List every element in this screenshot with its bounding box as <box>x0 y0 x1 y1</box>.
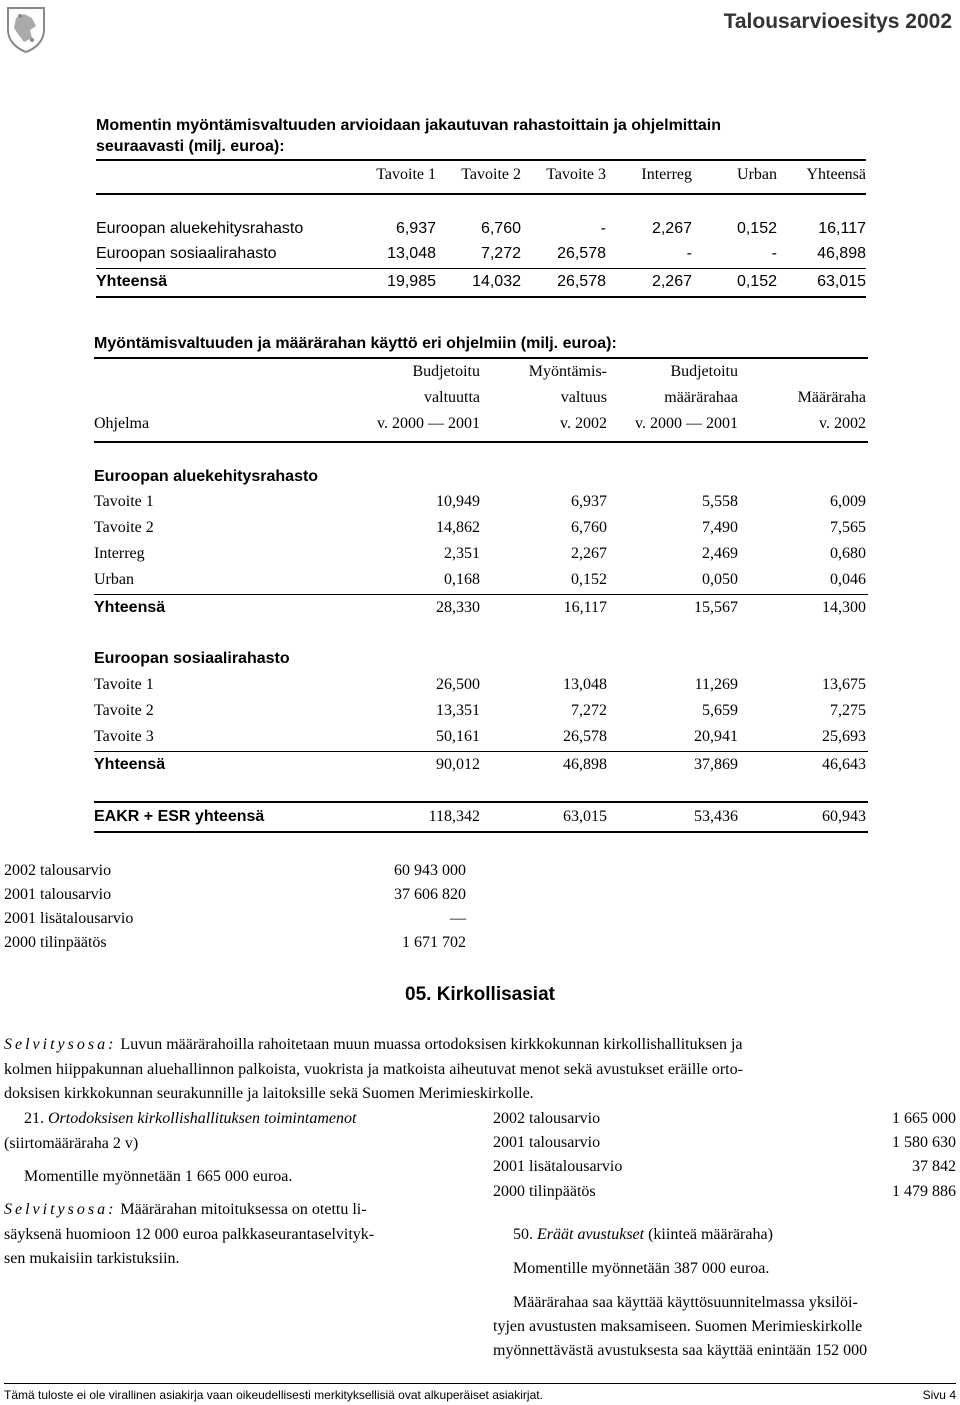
cell: 6,009 <box>830 493 866 510</box>
budget-value: 37 842 <box>912 1158 956 1175</box>
moment-50-para-line-1: Määrärahaa saa käyttää käyttösuunnitelmassa yksilöi- <box>513 1294 858 1311</box>
cell: 19,985 <box>387 273 436 290</box>
t1-col-header: Interreg <box>641 166 692 183</box>
row-label: Tavoite 1 <box>94 676 154 693</box>
row-label: Tavoite 3 <box>94 728 154 745</box>
cell: 46,898 <box>817 245 866 262</box>
t1-col-header: Tavoite 3 <box>546 166 606 183</box>
cell: 0,168 <box>444 571 480 588</box>
cell: 0,050 <box>702 571 738 588</box>
t1-col-header: Tavoite 1 <box>376 166 436 183</box>
table1-top-rule <box>96 159 866 161</box>
row-label: Urban <box>94 571 134 588</box>
selvitysosa-label: Selvitysosa: <box>4 1201 117 1218</box>
cell: 2,351 <box>444 545 480 562</box>
moment-21-title <box>24 1110 356 1128</box>
budget-label: 2002 talousarvio <box>493 1110 601 1127</box>
cell: 10,949 <box>436 493 480 510</box>
row-label: Yhteensä <box>94 756 166 773</box>
moment-name: Eräät avustukset <box>537 1226 645 1243</box>
cell: 13,048 <box>387 245 436 262</box>
cell: 14,862 <box>436 519 480 536</box>
cell: 2,469 <box>702 545 738 562</box>
cell: 26,500 <box>436 676 480 693</box>
table1-total-rule <box>96 268 866 269</box>
table2-top-rule <box>94 357 868 359</box>
cell: 7,272 <box>480 245 521 262</box>
t2-col-header: Määräraha <box>797 389 866 406</box>
table1-heading-cont: seuraavasti (milj. euroa): <box>96 138 285 155</box>
budget-value: 37 606 820 <box>394 886 466 903</box>
cell: - <box>600 220 606 237</box>
row-label: Yhteensä <box>94 599 166 616</box>
cell: 63,015 <box>817 273 866 290</box>
section-title: Euroopan sosiaalirahasto <box>94 650 290 667</box>
budget-value: 1 671 702 <box>402 934 466 951</box>
budget-label: 2001 lisätalousarvio <box>4 910 134 927</box>
t2-col-header: v. 2000 — 2001 <box>377 415 480 432</box>
cell: 6,937 <box>395 220 436 237</box>
cell: 7,565 <box>830 519 866 536</box>
cell: 0,152 <box>736 273 777 290</box>
row-label: Euroopan aluekehitysrahasto <box>96 220 304 237</box>
footer-rule <box>4 1383 956 1384</box>
cell: 2,267 <box>571 545 607 562</box>
budget-value: 60 943 000 <box>394 862 466 879</box>
cell: 0,152 <box>736 220 777 237</box>
cell: 13,048 <box>563 676 607 693</box>
moment-name: Ortodoksisen kirkollishallituksen toimintamenot <box>48 1110 357 1127</box>
row-label: EAKR + ESR yhteensä <box>94 808 265 825</box>
cell: 26,578 <box>563 728 607 745</box>
row-label: Tavoite 2 <box>94 702 154 719</box>
moment-21-selvitys-line-2: säyksenä huomioon 12 000 euroa palkkaseurantaselvityk- <box>4 1226 375 1243</box>
moment-21-selvitys-line-1 <box>4 1201 367 1219</box>
cell: 13,675 <box>822 676 866 693</box>
row-label: Yhteensä <box>96 273 168 290</box>
row-label: Interreg <box>94 545 145 562</box>
t2-col-header: v. 2002 <box>819 415 866 432</box>
sec1-total-rule <box>94 594 868 595</box>
moment-type: (kiinteä määräraha) <box>648 1226 773 1243</box>
cell: 11,269 <box>694 676 738 693</box>
cell: 118,342 <box>428 808 480 825</box>
budget-label: 2001 talousarvio <box>4 886 112 903</box>
grand-total-bottom-rule <box>94 831 868 833</box>
t2-col-header: määrärahaa <box>664 389 738 406</box>
cell: 16,117 <box>563 599 607 616</box>
grand-total-top-rule <box>94 801 868 803</box>
intro-line-3: doksisen kirkkokunnan seurakunnille ja laitoksille sekä Suomen Merimieskirkolle. <box>4 1085 534 1102</box>
row-label: Tavoite 1 <box>94 493 154 510</box>
cell: 20,941 <box>694 728 738 745</box>
cell: 50,161 <box>436 728 480 745</box>
cell: 90,012 <box>436 756 480 773</box>
table1-bottom-rule <box>96 296 866 298</box>
table1-header-rule <box>96 193 866 195</box>
moment-21-amount: Momentille myönnetään 1 665 000 euroa. <box>24 1168 293 1185</box>
cell: 37,869 <box>694 756 738 773</box>
cell: 7,275 <box>830 702 866 719</box>
cell: - <box>771 245 777 262</box>
selvitysosa-label: Selvitysosa: <box>4 1036 117 1053</box>
footer-note: Tämä tuloste ei ole virallinen asiakirja vaan oikeudellisesti merkityksellisiä ovat alkuperäiset asiakirjat. <box>4 1388 543 1402</box>
page-number: Sivu 4 <box>922 1388 956 1402</box>
cell: 46,898 <box>563 756 607 773</box>
cell: 53,436 <box>694 808 738 825</box>
t2-col-header: v. 2002 <box>560 415 607 432</box>
t1-col-header: Tavoite 2 <box>461 166 521 183</box>
moment-50-para-line-2: tyjen avustusten maksamiseen. Suomen Merimieskirkolle <box>493 1318 863 1335</box>
table2-header-rule <box>94 441 868 443</box>
selvitys-text: Määrärahan mitoituksessa on otettu li- <box>120 1201 367 1218</box>
cell: 63,015 <box>563 808 607 825</box>
budget-label: 2002 talousarvio <box>4 862 112 879</box>
cell: 13,351 <box>436 702 480 719</box>
cell: 6,760 <box>571 519 607 536</box>
t2-col-header: Budjetoitu <box>670 363 738 380</box>
chapter-title: 05. Kirkollisasiat <box>405 984 555 1005</box>
cell: 46,643 <box>822 756 866 773</box>
t2-ohjelma-header: Ohjelma <box>94 415 150 432</box>
t1-col-header: Yhteensä <box>806 166 866 183</box>
cell: 5,558 <box>702 493 738 510</box>
budget-label: 2001 lisätalousarvio <box>493 1158 623 1175</box>
cell: 7,272 <box>571 702 607 719</box>
table2-heading: Myöntämisvaltuuden ja määrärahan käyttö eri ohjelmiin (milj. euroa): <box>94 335 617 352</box>
t1-col-header: Urban <box>737 166 777 183</box>
cell: 0,680 <box>830 545 866 562</box>
cell: 6,760 <box>480 220 521 237</box>
t2-col-header: valtuus <box>560 389 607 406</box>
moment-number: 21. <box>24 1110 44 1127</box>
cell: 26,578 <box>557 245 606 262</box>
budget-value: 1 580 630 <box>892 1134 956 1151</box>
t2-col-header: Myöntämis- <box>528 363 607 380</box>
budget-label: 2001 talousarvio <box>493 1134 601 1151</box>
intro-text: Luvun määrärahoilla rahoitetaan muun muassa ortodoksisen kirkkokunnan kirkollishallituksen ja <box>120 1036 743 1053</box>
cell: 7,490 <box>702 519 738 536</box>
sec2-total-rule <box>94 751 868 752</box>
cell: 26,578 <box>557 273 606 290</box>
coat-of-arms-logo <box>4 4 48 54</box>
moment-50-amount: Momentille myönnetään 387 000 euroa. <box>513 1260 770 1277</box>
moment-21-type: (siirtomääräraha 2 v) <box>4 1135 139 1152</box>
cell: 28,330 <box>436 599 480 616</box>
t2-col-header: v. 2000 — 2001 <box>635 415 738 432</box>
budget-value: 1 665 000 <box>892 1110 956 1127</box>
moment-50-para-line-3: myönnettävästä avustuksesta saa käyttää enintään 152 000 <box>493 1342 868 1359</box>
moment-21-selvitys-line-3: sen mukaisiin tarkistuksiin. <box>4 1250 180 1267</box>
cell: 2,267 <box>651 273 692 290</box>
cell: 2,267 <box>651 220 692 237</box>
t2-col-header: Budjetoitu <box>412 363 480 380</box>
cell: 16,117 <box>818 220 866 237</box>
moment-number: 50. <box>513 1226 533 1243</box>
table1-heading: Momentin myöntämisvaltuuden arvioidaan jakautuvan rahastoittain ja ohjelmittain <box>96 117 722 134</box>
cell: 0,152 <box>571 571 607 588</box>
cell: 5,659 <box>702 702 738 719</box>
cell: 60,943 <box>822 808 866 825</box>
row-label: Tavoite 2 <box>94 519 154 536</box>
document-title: Talousarvioesitys 2002 <box>723 10 952 33</box>
intro-line-1 <box>4 1036 743 1054</box>
budget-value: 1 479 886 <box>892 1183 956 1200</box>
section-title: Euroopan aluekehitysrahasto <box>94 468 319 485</box>
cell: 14,032 <box>472 273 521 290</box>
cell: - <box>686 245 692 262</box>
cell: 15,567 <box>694 599 738 616</box>
moment-50-title <box>513 1226 773 1244</box>
cell: 0,046 <box>830 571 866 588</box>
row-label: Euroopan sosiaalirahasto <box>96 245 277 262</box>
budget-label: 2000 tilinpäätös <box>493 1183 596 1200</box>
cell: 25,693 <box>822 728 866 745</box>
budget-value: — <box>450 910 466 927</box>
intro-line-2: kolmen hiippakunnan aluehallinnon palkoista, vuokrista ja matkoista aiheutuvat menot sekä avustukset eräille orto- <box>4 1061 743 1078</box>
budget-label: 2000 tilinpäätös <box>4 934 107 951</box>
cell: 6,937 <box>571 493 607 510</box>
cell: 14,300 <box>822 599 866 616</box>
t2-col-header: valtuutta <box>424 389 480 406</box>
